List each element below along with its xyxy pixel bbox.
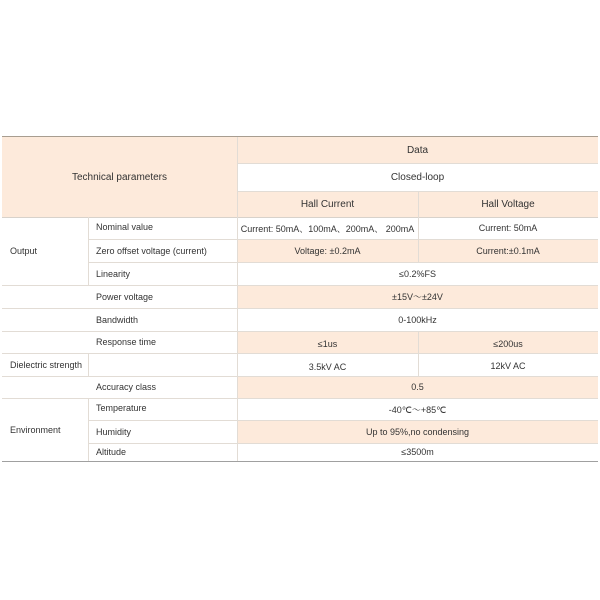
category-environment: Environment bbox=[2, 398, 88, 461]
param-humidity: Humidity bbox=[88, 420, 237, 443]
grid-line bbox=[237, 137, 238, 461]
value-nominal-hall-voltage: Current: 50mA bbox=[418, 217, 598, 239]
param-altitude: Altitude bbox=[88, 443, 237, 461]
value-temperature: -40℃～+85℃ bbox=[237, 398, 598, 420]
header-hall-current: Hall Current bbox=[237, 191, 418, 217]
category-empty bbox=[2, 331, 88, 353]
grid-line bbox=[2, 331, 598, 332]
value-zero-offset-hall-current: Voltage: ±0.2mA bbox=[237, 239, 418, 262]
category-output: Output bbox=[2, 217, 88, 285]
grid-line bbox=[2, 376, 598, 377]
value-power-voltage: ±15V～±24V bbox=[237, 285, 598, 308]
value-humidity: Up to 95%,no condensing bbox=[237, 420, 598, 443]
header-data: Data bbox=[237, 137, 598, 163]
table-bottom-border bbox=[2, 461, 598, 462]
value-altitude: ≤3500m bbox=[237, 443, 598, 461]
param-zero-offset: Zero offset voltage (current) bbox=[88, 239, 237, 262]
value-dielectric-hall-voltage: 12kV AC bbox=[418, 353, 598, 376]
grid-line bbox=[418, 331, 419, 376]
category-empty bbox=[2, 285, 88, 308]
header-technical-parameters: Technical parameters bbox=[2, 137, 237, 217]
grid-line bbox=[2, 217, 598, 218]
value-dielectric-hall-current: 3.5kV AC bbox=[237, 353, 418, 376]
category-empty bbox=[2, 308, 88, 331]
category-empty bbox=[2, 376, 88, 398]
value-bandwidth: 0-100kHz bbox=[237, 308, 598, 331]
grid-line bbox=[88, 262, 598, 263]
param-bandwidth: Bandwidth bbox=[88, 308, 237, 331]
value-zero-offset-hall-voltage: Current:±0.1mA bbox=[418, 239, 598, 262]
value-accuracy-class: 0.5 bbox=[237, 376, 598, 398]
grid-line bbox=[88, 420, 598, 421]
grid-line bbox=[2, 308, 598, 309]
grid-line bbox=[237, 163, 598, 164]
grid-line bbox=[2, 285, 598, 286]
grid-line bbox=[88, 217, 89, 285]
value-response-hall-current: ≤1us bbox=[237, 331, 418, 353]
header-hall-voltage: Hall Voltage bbox=[418, 191, 598, 217]
grid-line bbox=[2, 398, 598, 399]
param-response-time: Response time bbox=[88, 331, 237, 353]
value-linearity: ≤0.2%FS bbox=[237, 262, 598, 285]
param-power-voltage: Power voltage bbox=[88, 285, 237, 308]
grid-line bbox=[88, 239, 598, 240]
param-temperature: Temperature bbox=[88, 398, 237, 420]
header-closed-loop: Closed-loop bbox=[237, 163, 598, 191]
grid-line bbox=[2, 353, 598, 354]
category-dielectric-strength: Dielectric strength bbox=[2, 353, 88, 376]
value-nominal-hall-current: Current: 50mA、100mA、200mA、 200mA bbox=[237, 217, 418, 239]
param-dielectric bbox=[88, 353, 237, 376]
grid-line bbox=[88, 353, 89, 376]
param-accuracy-class: Accuracy class bbox=[88, 376, 237, 398]
grid-line bbox=[418, 191, 419, 262]
grid-line bbox=[88, 398, 89, 461]
param-linearity: Linearity bbox=[88, 262, 237, 285]
value-response-hall-voltage: ≤200us bbox=[418, 331, 598, 353]
param-nominal-value: Nominal value bbox=[88, 217, 237, 239]
grid-line bbox=[88, 443, 598, 444]
